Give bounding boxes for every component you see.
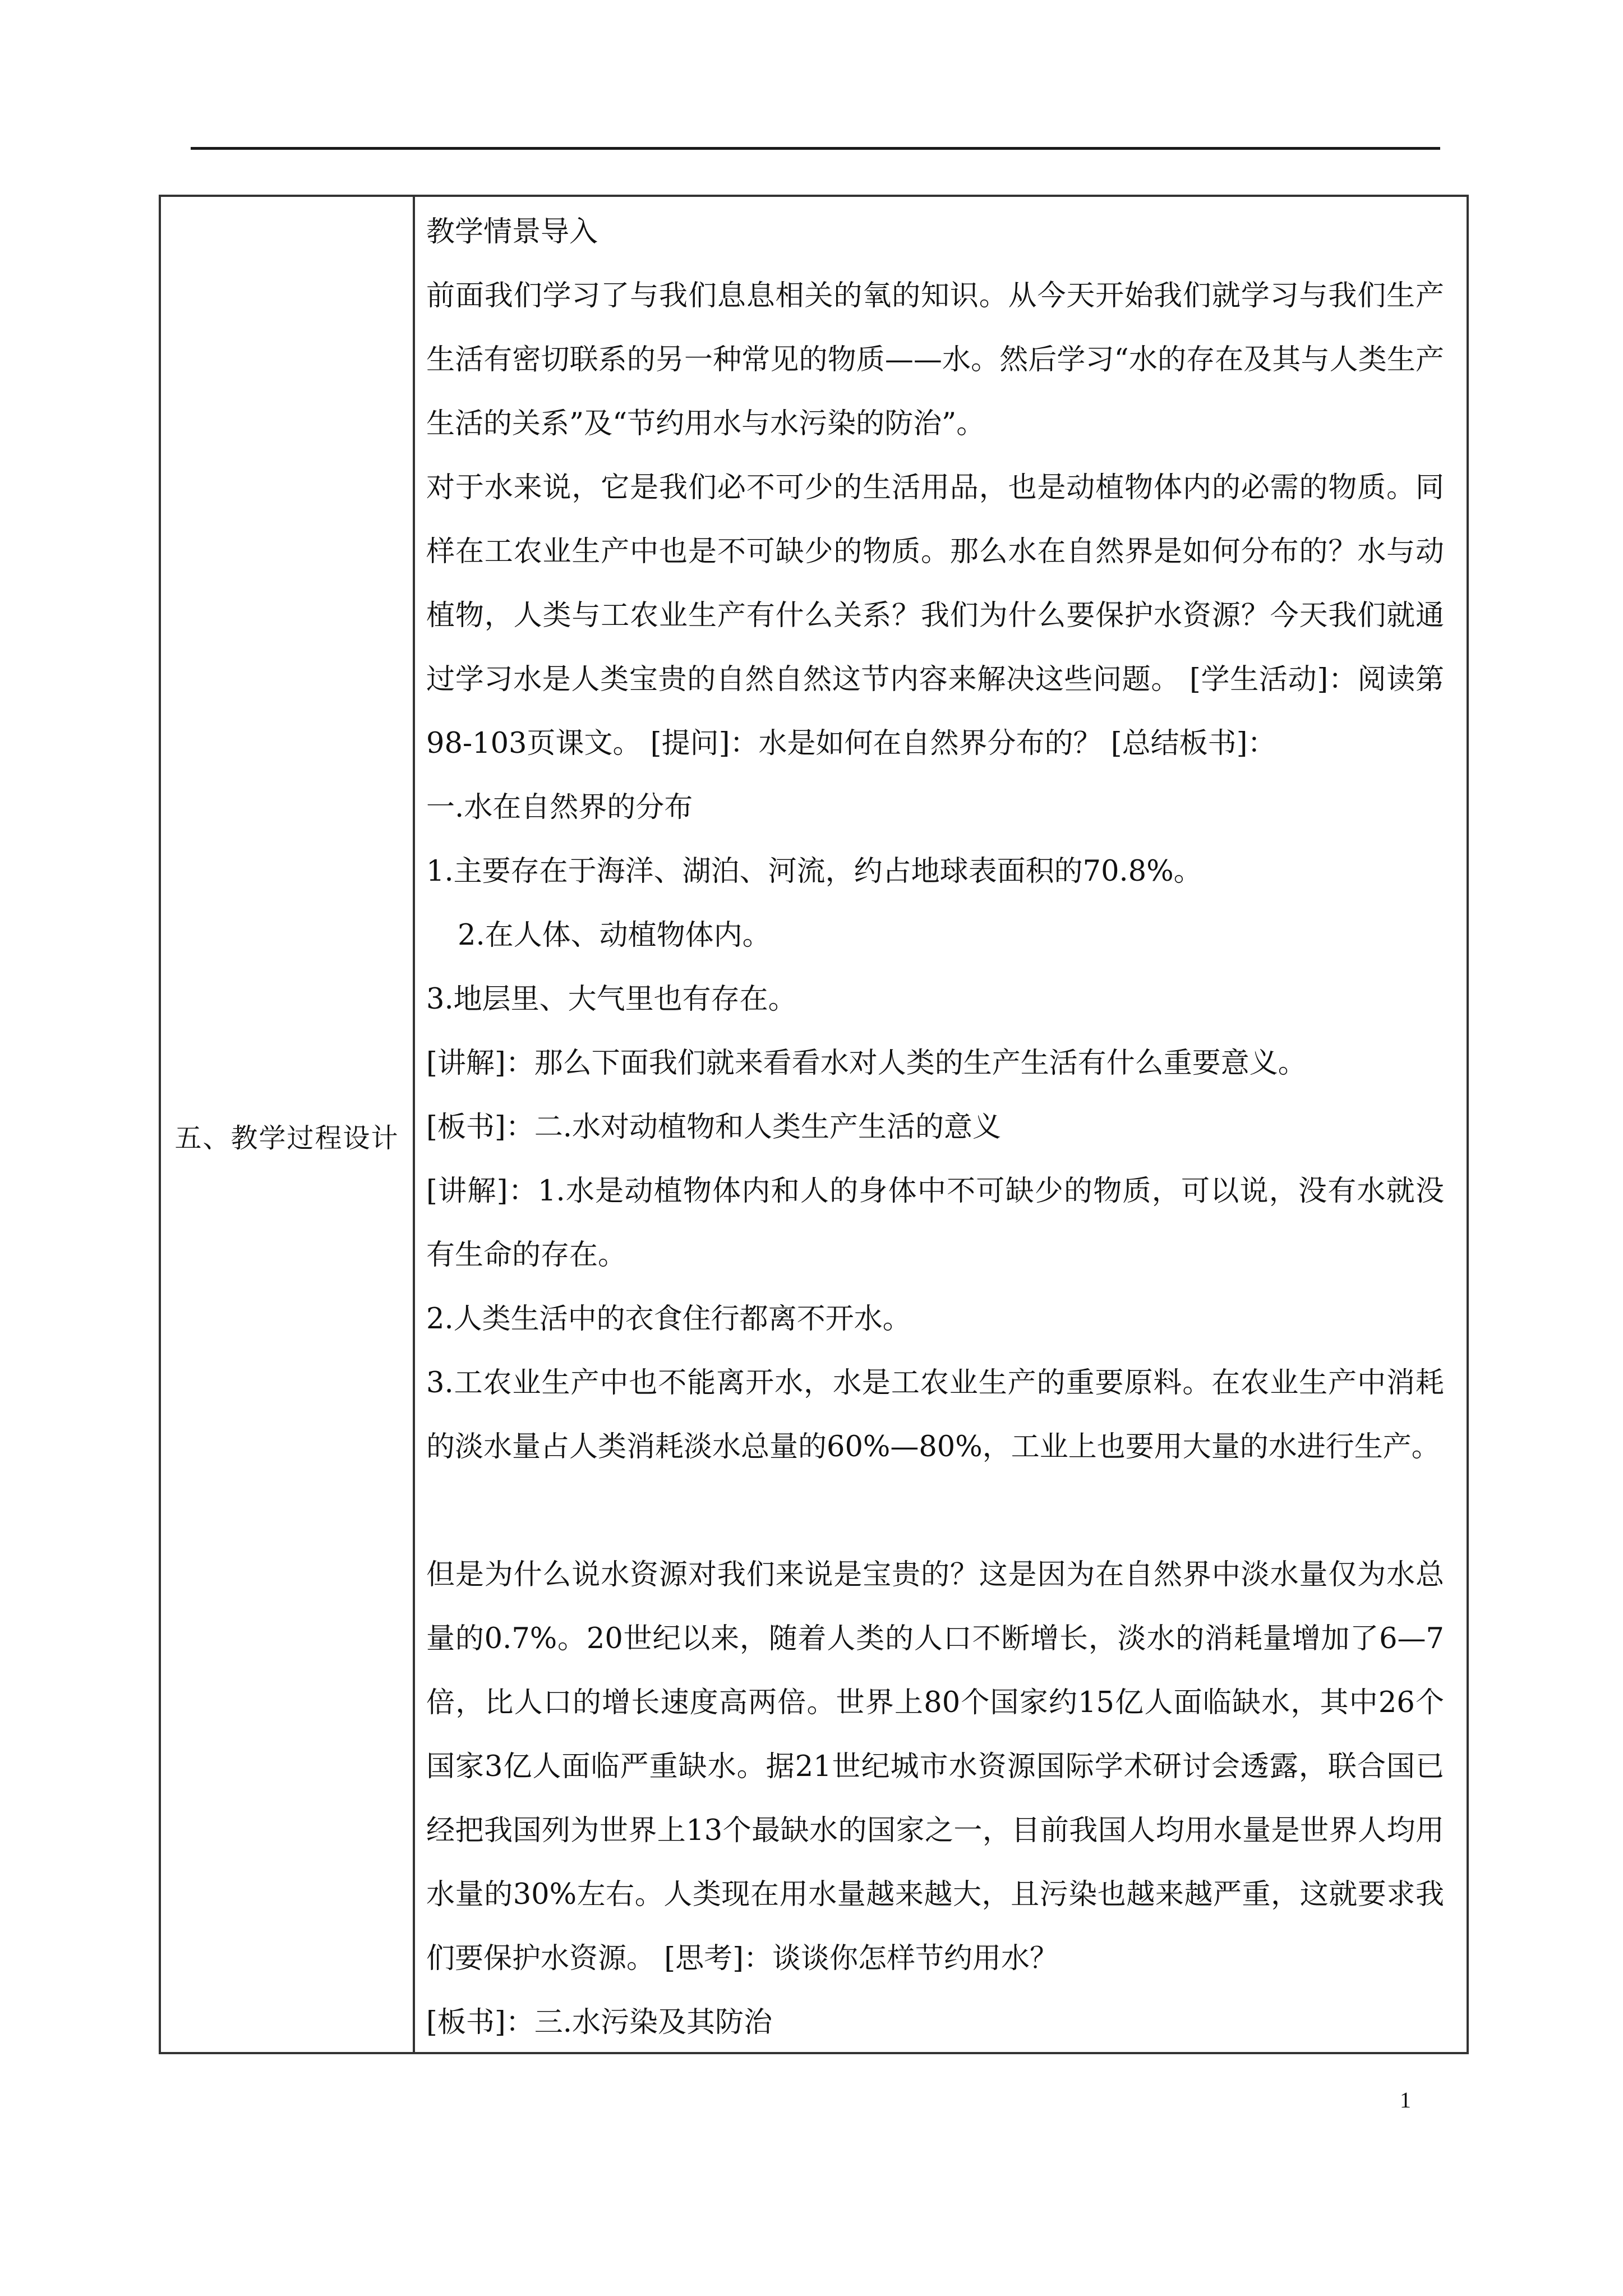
intro-paragraph: 前面我们学习了与我们息息相关的氧的知识。从今天开始我们就学习与我们生产生活有密切联系的另一种常见的物质——水。然后学习“水的存在及其与人类生产生活的关系”及“节约用水与水污染的防治”。 <box>426 279 1444 440</box>
list-item-2: 2.在人体、动植物体内。 <box>458 919 771 952</box>
question-paragraph: 对于水来说，它是我们必不可少的生活用品，也是动植物体内的必需的物质。同样在工农业生产中也是不可缺少的物质。那么水在自然界是如何分布的？水与动植物，人类与工农业生产有什么关系？我们为什么要保护水资源？今天我们就通过学习水是人类宝贵的自然自然这节内容来解决这些问题。 [学生活动]：阅读第98-103页课文。 [提问]：水是如何在自然界分布的？ [总结板书]： <box>426 471 1444 760</box>
blank-line <box>426 1479 1444 1543</box>
list-item-1: 1.主要存在于海洋、湖泊、河流，约占地球表面积的70.8%。 <box>426 855 1202 888</box>
page-number: 1 <box>1400 2087 1411 2113</box>
header-rule <box>191 147 1440 150</box>
list-item-3: 3.地层里、大气里也有存在。 <box>426 983 797 1016</box>
lesson-table <box>159 195 1469 2054</box>
water-resource-paragraph: 但是为什么说水资源对我们来说是宝贵的？这是因为在自然界中淡水量仅为水总量的0.7%。20世纪以来，随着人类的人口不断增长，淡水的消耗量增加了6—7倍，比人口的增长速度高两倍。世界上80个国家约15亿人面临缺水，其中26个国家3亿人面临严重缺水。据21世纪城市水资源国际学术研讨会透露，联合国已经把我国列为世界上13个最缺水的国家之一，目前我国人均用水量是世界人均用水量的30%左右。人类现在用水量越来越大，且污染也越来越严重，这就要求我们要保护水资源。 [思考]：谈谈你怎样节约用水？ <box>426 1558 1444 1975</box>
content-cell <box>426 200 1444 2055</box>
explain-paragraph-1: [讲解]：那么下面我们就来看看水对人类的生产生活有什么重要意义。 <box>426 1047 1307 1080</box>
column-divider <box>413 197 415 2052</box>
board-heading-2: [板书]：二.水对动植物和人类生产生活的意义 <box>426 1111 1002 1144</box>
section-label: 五、教学过程设计 <box>174 1122 399 1154</box>
board-heading-1: 一.水在自然界的分布 <box>426 791 693 824</box>
list-item-4: 2.人类生活中的衣食住行都离不开水。 <box>426 1303 911 1336</box>
board-heading-3: [板书]：三.水污染及其防治 <box>426 2006 773 2039</box>
intro-heading: 教学情景导入 <box>426 215 598 249</box>
section-label-cell <box>161 197 413 2052</box>
explain-paragraph-2: [讲解]：1.水是动植物体内和人的身体中不可缺少的物质，可以说，没有水就没有生命的存在。 <box>426 1175 1444 1272</box>
list-item-5: 3.工农业生产中也不能离开水，水是工农业生产的重要原料。在农业生产中消耗的淡水量占人类消耗淡水总量的60%—80%，工业上也要用大量的水进行生产。 <box>426 1366 1444 1464</box>
